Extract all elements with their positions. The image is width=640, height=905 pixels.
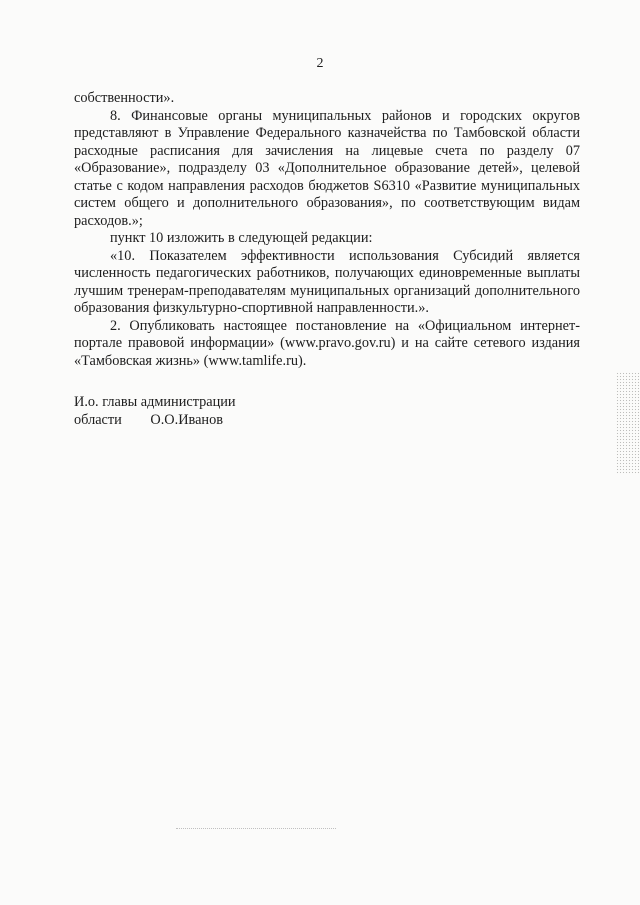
- paragraph-item-8: 8. Финансовые органы муниципальных районов и городских округов представляют в Управление Федерального казначейства по Тамбовской области расходные расписания для зачисления на лицевые счета по разделу 07 «Образование», подразделу 03 «Дополнительное образование детей», целевой статье с кодом направления расходов бюджетов S6310 «Развитие муниципальных систем общего и дополнительного образования», по соответствующим видам расходов.»;: [74, 107, 580, 229]
- signature-region: области: [74, 411, 122, 428]
- paragraph-item-10: «10. Показателем эффективности использования Субсидий является численность педагогических работников, получающих единовременные выплаты лучшим тренерам-преподавателям муниципальных организаций дополнительного образования физкультурно-спортивной направленности.».: [74, 247, 580, 316]
- page-number: 2: [316, 56, 324, 71]
- signature-title: И.о. главы администрации: [74, 394, 236, 410]
- signature-name: О.О.Иванов: [150, 411, 223, 428]
- document-body: [74, 90, 580, 370]
- paragraph-continuation: собственности».: [74, 90, 175, 106]
- scan-speckle: [176, 828, 336, 831]
- paragraph-publication: 2. Опубликовать настоящее постановление на «Официальном интернет-портале правовой информации» (www.pravo.gov.ru) и на сайте сетевого издания «Тамбовская жизнь» (www.tamlife.ru).: [74, 317, 580, 369]
- scan-noise-stamp: [616, 372, 640, 474]
- signature-name-line: [74, 412, 236, 430]
- signature-block: [74, 394, 236, 429]
- paragraph-amendment-intro: пункт 10 изложить в следующей редакции:: [110, 230, 373, 246]
